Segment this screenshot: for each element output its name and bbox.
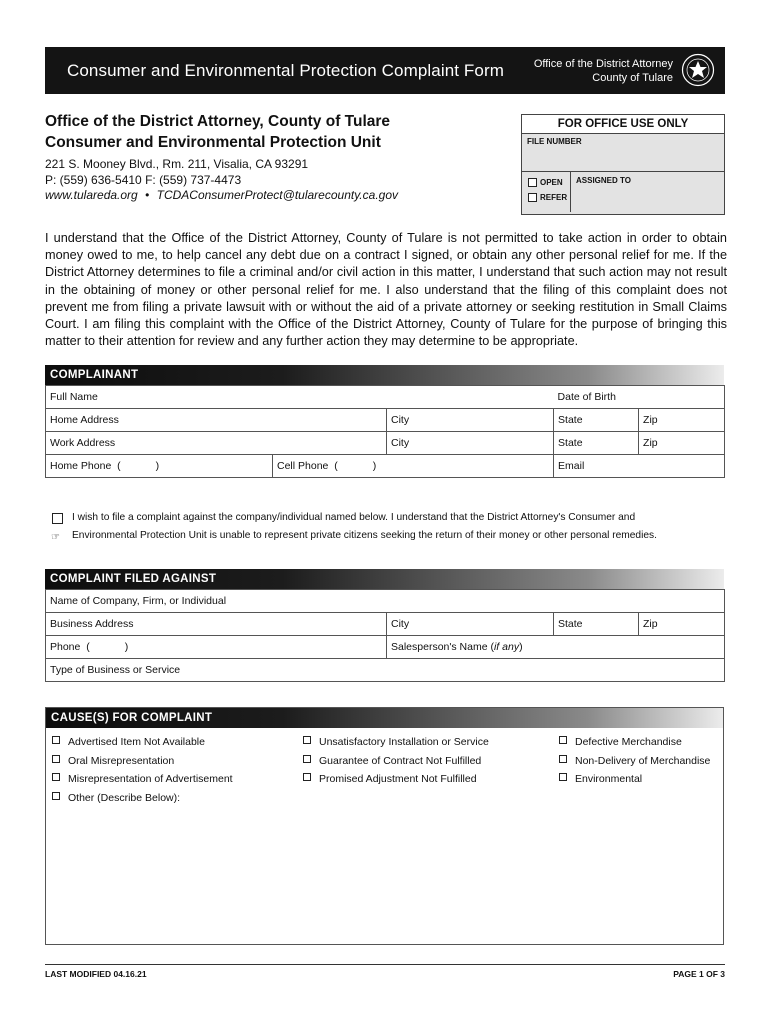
causes-heading: CAUSE(S) FOR COMPLAINT <box>46 708 723 728</box>
county-seal-icon <box>681 53 715 87</box>
statement-line-1: I wish to file a complaint against the company/individual named below. I understand that the District Attorney's Consumer and <box>72 512 636 523</box>
open-label: OPEN <box>540 178 563 187</box>
page-number: PAGE 1 OF 3 <box>673 969 725 979</box>
home-address-field[interactable] <box>46 409 387 432</box>
refer-checkbox[interactable] <box>528 193 567 202</box>
company-name-field[interactable] <box>46 590 725 613</box>
checkbox-box <box>528 193 537 202</box>
home-city-field[interactable] <box>387 409 554 432</box>
complaint-against-section <box>45 569 724 682</box>
cause-label: Defective Merchandise <box>575 736 682 748</box>
cause-label: Advertised Item Not Available <box>68 736 205 748</box>
cause-label: Guarantee of Contract Not Fulfilled <box>319 754 482 767</box>
city-label: City <box>391 437 410 449</box>
company-name-label: Name of Company, Firm, or Individual <box>50 595 227 607</box>
salesperson-field[interactable] <box>387 636 725 659</box>
dob-label: Date of Birth <box>557 391 616 403</box>
checkbox-box <box>559 755 567 763</box>
footer-rule <box>45 964 725 965</box>
email-field[interactable] <box>554 455 725 478</box>
office-use-box <box>521 114 725 215</box>
business-type-label: Type of Business or Service <box>50 664 181 676</box>
cause-advertised-item[interactable] <box>52 735 233 754</box>
intro-paragraph: I understand that the Office of the District Attorney, County of Tulare is not permitted to take action in order to obtain money owed to me, to help cancel any debt due on a contract I signed, or obtain any other personal relief for me. If the District Attorney determines to file a criminal and/or civil action in this matter, I understand that such action may not result in the obtaining of money or other personal relief for me. I also understand that the filing of this complaint does not prevent me from filing a private lawsuit with or without the aid of a private attorney or seeking restitution in Small Claims Court. I am filing this complaint with the Office of the District Attorney, County of Tulare for the purpose of bringing this matter to their attention for review and any further action they may determine to be appropriate. <box>45 231 727 349</box>
complainant-heading: COMPLAINANT <box>45 365 724 385</box>
cell-phone-field[interactable] <box>273 455 554 478</box>
cell-phone-label: Cell Phone ( ) <box>277 460 377 472</box>
causes-section <box>45 707 724 945</box>
business-address-field[interactable] <box>46 613 387 636</box>
home-address-label: Home Address <box>50 414 119 426</box>
home-phone-label: Home Phone ( ) <box>50 460 160 472</box>
home-zip-field[interactable] <box>639 409 725 432</box>
work-address-field[interactable] <box>46 432 387 455</box>
cause-unsatisfactory-installation[interactable] <box>303 735 489 754</box>
last-modified: LAST MODIFIED 04.16.21 <box>45 969 147 979</box>
checkbox-box <box>52 792 60 800</box>
checkbox-box <box>303 755 311 763</box>
checkbox-box <box>559 736 567 744</box>
business-state-field[interactable] <box>554 613 639 636</box>
work-state-field[interactable] <box>554 432 639 455</box>
hand-pointer-icon: ☞ <box>51 532 60 543</box>
checkbox-box <box>52 755 60 763</box>
office-use-title: FOR OFFICE USE ONLY <box>522 115 724 134</box>
assigned-to-label: ASSIGNED TO <box>576 176 631 185</box>
business-type-field[interactable] <box>46 659 725 682</box>
causes-column-1 <box>52 735 233 809</box>
cause-label: Environmental <box>575 773 643 785</box>
work-zip-field[interactable] <box>639 432 725 455</box>
cause-environmental[interactable] <box>559 772 710 791</box>
office-address: 221 S. Mooney Blvd., Rm. 211, Visalia, CA 93291 <box>45 157 309 171</box>
checkbox-box <box>52 773 60 781</box>
state-label: State <box>558 437 583 449</box>
state-label: State <box>558 414 583 426</box>
file-number-field[interactable] <box>522 134 724 172</box>
close-paren: ) <box>519 641 523 653</box>
state-label: State <box>558 618 583 630</box>
cause-adjustment-not-fulfilled[interactable] <box>303 772 489 791</box>
cause-non-delivery[interactable] <box>559 754 710 773</box>
city-label: City <box>391 618 410 630</box>
contact-separator: • <box>145 188 150 202</box>
city-label: City <box>391 414 410 426</box>
zip-label: Zip <box>643 414 658 426</box>
cause-label: Non-Delivery of Merchandise <box>575 754 711 767</box>
checkbox-box <box>559 773 567 781</box>
office-name: Office of the District Attorney, County of Tulare <box>45 113 391 130</box>
cause-guarantee-not-fulfilled[interactable] <box>303 754 489 773</box>
business-zip-field[interactable] <box>639 613 725 636</box>
work-address-label: Work Address <box>50 437 116 449</box>
checkbox-box <box>528 178 537 187</box>
office-email[interactable]: TCDAConsumerProtect@tularecounty.ca.gov <box>156 188 398 202</box>
home-phone-field[interactable] <box>46 455 273 478</box>
header-office-name: Office of the District Attorney County of Tulare <box>533 58 673 84</box>
checkbox-box <box>303 736 311 744</box>
causes-column-2 <box>303 735 489 791</box>
complaint-against-table <box>45 589 725 682</box>
office-website[interactable]: www.tulareda.org <box>45 188 138 202</box>
complaint-statement <box>50 509 730 545</box>
office-info <box>45 111 505 204</box>
full-name-field[interactable] <box>46 386 554 409</box>
cause-label: Unsatisfactory Installation or Service <box>319 736 489 748</box>
file-number-label: FILE NUMBER <box>527 137 582 146</box>
complainant-section <box>45 365 724 478</box>
zip-label: Zip <box>643 437 658 449</box>
complainant-table <box>45 385 725 478</box>
cause-label: Promised Adjustment Not Fulfilled <box>319 773 477 785</box>
complaint-against-heading: COMPLAINT FILED AGAINST <box>45 569 724 589</box>
form-header-bar <box>45 47 725 94</box>
cause-label: Other (Describe Below): <box>68 791 181 804</box>
causes-column-3 <box>559 735 710 791</box>
assigned-to-field[interactable] <box>576 176 631 185</box>
if-any-label: if any <box>493 641 520 653</box>
statement-line-2: Environmental Protection Unit is unable to represent private citizens seeking the return of their money or other personal remedies. <box>72 530 657 541</box>
checkbox-box <box>303 773 311 781</box>
email-label: Email <box>558 460 585 472</box>
full-name-label: Full Name <box>50 391 98 403</box>
work-city-field[interactable] <box>387 432 554 455</box>
unit-name: Consumer and Environmental Protection Unit <box>45 134 381 151</box>
cause-misrepresentation-ad[interactable] <box>52 772 233 791</box>
open-checkbox[interactable] <box>528 178 563 187</box>
form-title: Consumer and Environmental Protection Complaint Form <box>67 61 504 80</box>
business-phone-field[interactable] <box>46 636 387 659</box>
cause-label: Misrepresentation of Advertisement <box>68 773 233 785</box>
zip-label: Zip <box>643 618 658 630</box>
business-city-field[interactable] <box>387 613 554 636</box>
home-state-field[interactable] <box>554 409 639 432</box>
business-address-label: Business Address <box>50 618 134 630</box>
salesperson-label: Salesperson's Name ( <box>391 641 494 653</box>
divider <box>570 172 571 212</box>
office-phones: P: (559) 636-5410 F: (559) 737-4473 <box>45 172 242 187</box>
refer-label: REFER <box>540 193 568 202</box>
business-phone-label: Phone ( ) <box>50 641 129 653</box>
checkbox-box <box>52 736 60 744</box>
cause-label: Oral Misrepresentation <box>68 754 175 767</box>
cause-defective-merchandise[interactable] <box>559 735 710 754</box>
cause-other[interactable] <box>52 791 233 810</box>
cause-oral-misrepresentation[interactable] <box>52 754 233 773</box>
dob-field[interactable] <box>554 386 725 409</box>
statement-checkbox[interactable] <box>52 513 63 524</box>
